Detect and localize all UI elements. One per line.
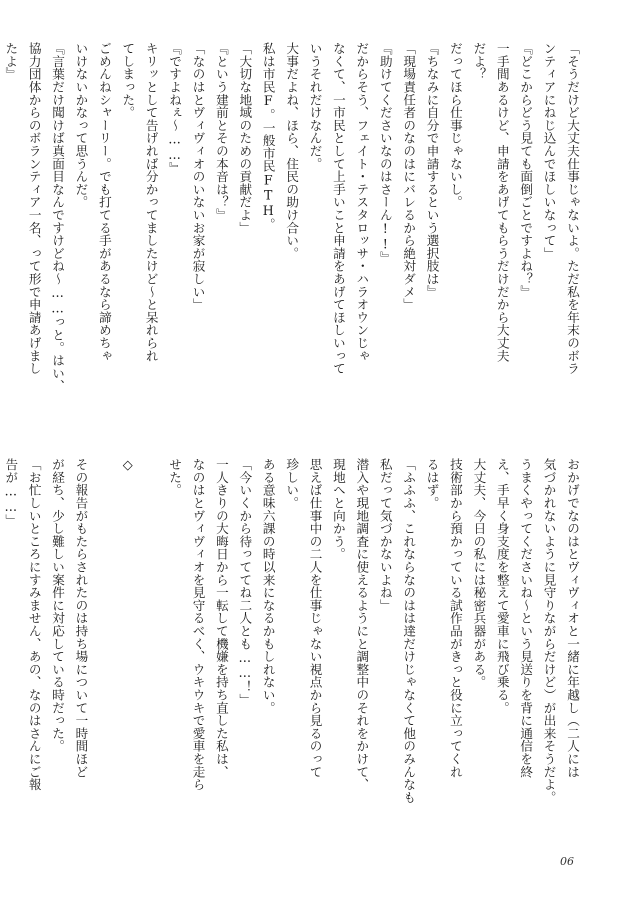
text-line: 協力団体からのボランティア一名、って形で申請あげまし: [26, 42, 42, 375]
text-line: が経ち、少し難しい案件に対応している時だった。: [50, 458, 66, 753]
text-line: 『言葉だけ聞けば真面目なんですけどね〜……っと。はい、: [50, 42, 66, 393]
text-line: 『という建前とその本音は？』: [213, 42, 229, 222]
text-line: せた。: [167, 458, 183, 497]
text-line: 「現場責任者のなのはにバレるから絶対ダメ」: [401, 42, 417, 311]
text-line: 「ふふふ、これならなのはは達だけじゃなくて他のみんなも: [401, 458, 417, 804]
section-break-diamond: ◇: [120, 458, 136, 474]
top-text-block: [0, 42, 584, 402]
text-line: なのはとヴィヴィオを見守るべく、ウキウキで愛車を走ら: [190, 458, 206, 791]
text-line: てしまった。: [120, 42, 136, 119]
page-number: 06: [560, 855, 574, 868]
text-line: 『ですよねぇ〜……』: [167, 42, 183, 175]
text-line: 「大切な地域のための貢献だよ」: [237, 42, 253, 234]
text-line: 潜入や現地調査に使えるようにと調整中のそれをかけて、: [354, 458, 370, 791]
text-line: 思えば仕事中の二人を仕事じゃない視点から見るのって: [307, 458, 323, 778]
text-line: ある意味六課の時以来になるかもしれない。: [260, 458, 276, 714]
text-line: うまくやってくださいね〜という見送りを背に通信を終: [518, 458, 534, 778]
text-line: え、手早く身支度を整えて愛車に飛び乗る。: [494, 458, 510, 714]
text-line: キリッとして告げれば分かってましたけど〜と呆れられ: [143, 42, 159, 362]
text-line: 一手間あるけど、申請をあげてもらうだけだから大丈夫: [494, 42, 510, 362]
text-line: ごめんねシャーリー。でも打てる手があるなら諦めちゃ: [96, 42, 112, 362]
text-line: いけないかなって思うんだ。: [73, 42, 89, 209]
text-line: 大丈夫、今日の私には秘密兵器がある。: [471, 458, 487, 689]
text-line: [139, 458, 162, 828]
text-line: だってほら仕事じゃないし。: [447, 42, 463, 209]
text-line: 「そうだけど大丈夫仕事じゃないよ。ただ私を年末のボラ: [565, 42, 580, 375]
text-line: 「お忙しいところにすみません、あの、なのはさんにご報: [26, 458, 42, 791]
text-line: 『助けてくださいなのはさーん!!』: [377, 42, 393, 265]
text-line: 『ちなみに自分で申請するという選択肢は』: [424, 42, 440, 298]
text-line: るはず。: [424, 458, 440, 510]
text-line: その報告がもたらされたのは持ち場について一時間ほど: [73, 458, 89, 778]
text-line: 「なのはとヴィヴィオのいないお家が寂しい」: [190, 42, 206, 311]
text-line: ンティアにねじ込んでほしいなって」: [541, 42, 557, 260]
text-line: 珍しい。: [284, 458, 300, 510]
text-line: 私だって気づかないよね」: [377, 458, 393, 612]
text-line: 「今いくから待っててね二人とも……！」: [237, 458, 253, 706]
text-line: 一人きりの大晦日から一転して機嫌を持ち直した私は、: [213, 458, 229, 778]
text-line: 気づかれないように見守りながらだけど）が出来そうだよ。: [541, 458, 557, 804]
text-line: [92, 458, 115, 828]
text-line: だからそう、フェイト・テスタロッサ・ハラオウンじゃ: [354, 42, 370, 362]
text-line: たよ』: [3, 42, 19, 81]
text-line: 現地へと向かう。: [330, 458, 346, 561]
text-line: だよ？: [471, 42, 487, 81]
text-line: 『どこからどう見ても面倒ごとですよね？』: [518, 42, 534, 298]
text-line: 大事だよね、ほら、住民の助け合い。: [284, 42, 300, 260]
text-line: 技術部から預かっている試作品がきっと役に立ってくれ: [447, 458, 463, 778]
bottom-text-block: [0, 458, 584, 828]
text-line: おかげでなのはとヴィヴィオと一緒に年越し（二人には: [565, 458, 580, 778]
text-line: なくて、一市民として上手いこと申請をあげてほしいって: [330, 42, 346, 375]
text-line: 告が……」: [3, 458, 19, 527]
text-line: いうそれだけなんだ。: [307, 42, 323, 170]
text-line: 私は市民F。一般市民FTH。: [260, 42, 276, 231]
